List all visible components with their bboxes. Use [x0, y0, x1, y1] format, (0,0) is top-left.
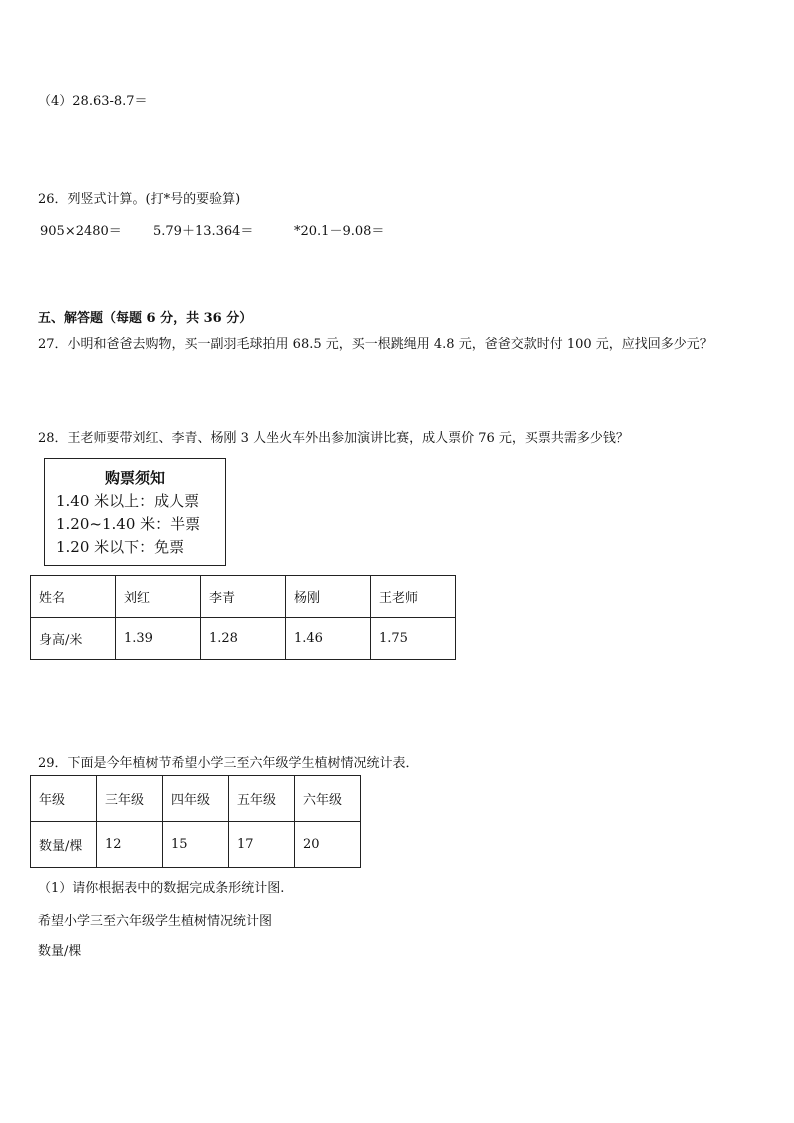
table-cell: 1.39	[116, 618, 201, 660]
table-cell: 1.46	[286, 618, 371, 660]
ticket-notice-line: 1.20 米以下：免票	[56, 538, 185, 556]
ticket-notice-box	[44, 458, 226, 566]
ticket-notice-line: 1.20~1.40 米：半票	[56, 515, 201, 533]
q29-chart-title: 希望小学三至六年级学生植树情况统计图	[38, 914, 273, 929]
q28-text: 28．王老师要带刘红、李青、杨刚 3 人坐火车外出参加演讲比赛，成人票价 76 元，买票共需多少钱？	[38, 431, 629, 446]
q27-text: 27．小明和爸爸去购物，买一副羽毛球拍用 68.5 元，买一根跳绳用 4.8 元，爸爸交款时付 100 元，应找回多少元？	[38, 337, 713, 352]
table-row	[31, 618, 456, 660]
q25-item4: （4）28.63-8.7＝	[38, 94, 148, 109]
table-cell: 李青	[201, 576, 286, 618]
table-cell: 12	[97, 822, 163, 868]
q26-eq1: 905×2480＝	[40, 224, 122, 239]
table-row	[31, 822, 361, 868]
table-cell: 数量/棵	[31, 822, 97, 868]
height-table	[30, 575, 456, 660]
table-cell: 身高/米	[31, 618, 116, 660]
ticket-notice-title: 购票须知	[104, 469, 165, 487]
table-cell: 杨刚	[286, 576, 371, 618]
table-cell: 1.28	[201, 618, 286, 660]
table-cell: 1.75	[371, 618, 456, 660]
table-cell: 四年级	[163, 776, 229, 822]
table-row	[31, 776, 361, 822]
tree-table	[30, 775, 361, 868]
table-cell: 年级	[31, 776, 97, 822]
q29-sub1: （1）请你根据表中的数据完成条形统计图.	[38, 881, 285, 896]
section5-title: 五、解答题（每题 6 分，共 36 分）	[38, 311, 253, 326]
table-cell: 王老师	[371, 576, 456, 618]
q26-eq3: *20.1－9.08＝	[294, 224, 385, 239]
table-cell: 三年级	[97, 776, 163, 822]
table-cell: 五年级	[229, 776, 295, 822]
q26-title: 26．列竖式计算。(打*号的要验算)	[38, 192, 241, 207]
table-cell: 六年级	[295, 776, 361, 822]
table-cell: 刘红	[116, 576, 201, 618]
table-cell: 姓名	[31, 576, 116, 618]
table-cell: 15	[163, 822, 229, 868]
q29-chart-ylabel: 数量/棵	[38, 944, 82, 959]
q26-eq2: 5.79＋13.364＝	[153, 224, 254, 239]
table-cell: 20	[295, 822, 361, 868]
table-cell: 17	[229, 822, 295, 868]
q29-text: 29．下面是今年植树节希望小学三至六年级学生植树情况统计表．	[38, 756, 419, 771]
ticket-notice-line: 1.40 米以上：成人票	[56, 492, 200, 510]
table-row	[31, 576, 456, 618]
